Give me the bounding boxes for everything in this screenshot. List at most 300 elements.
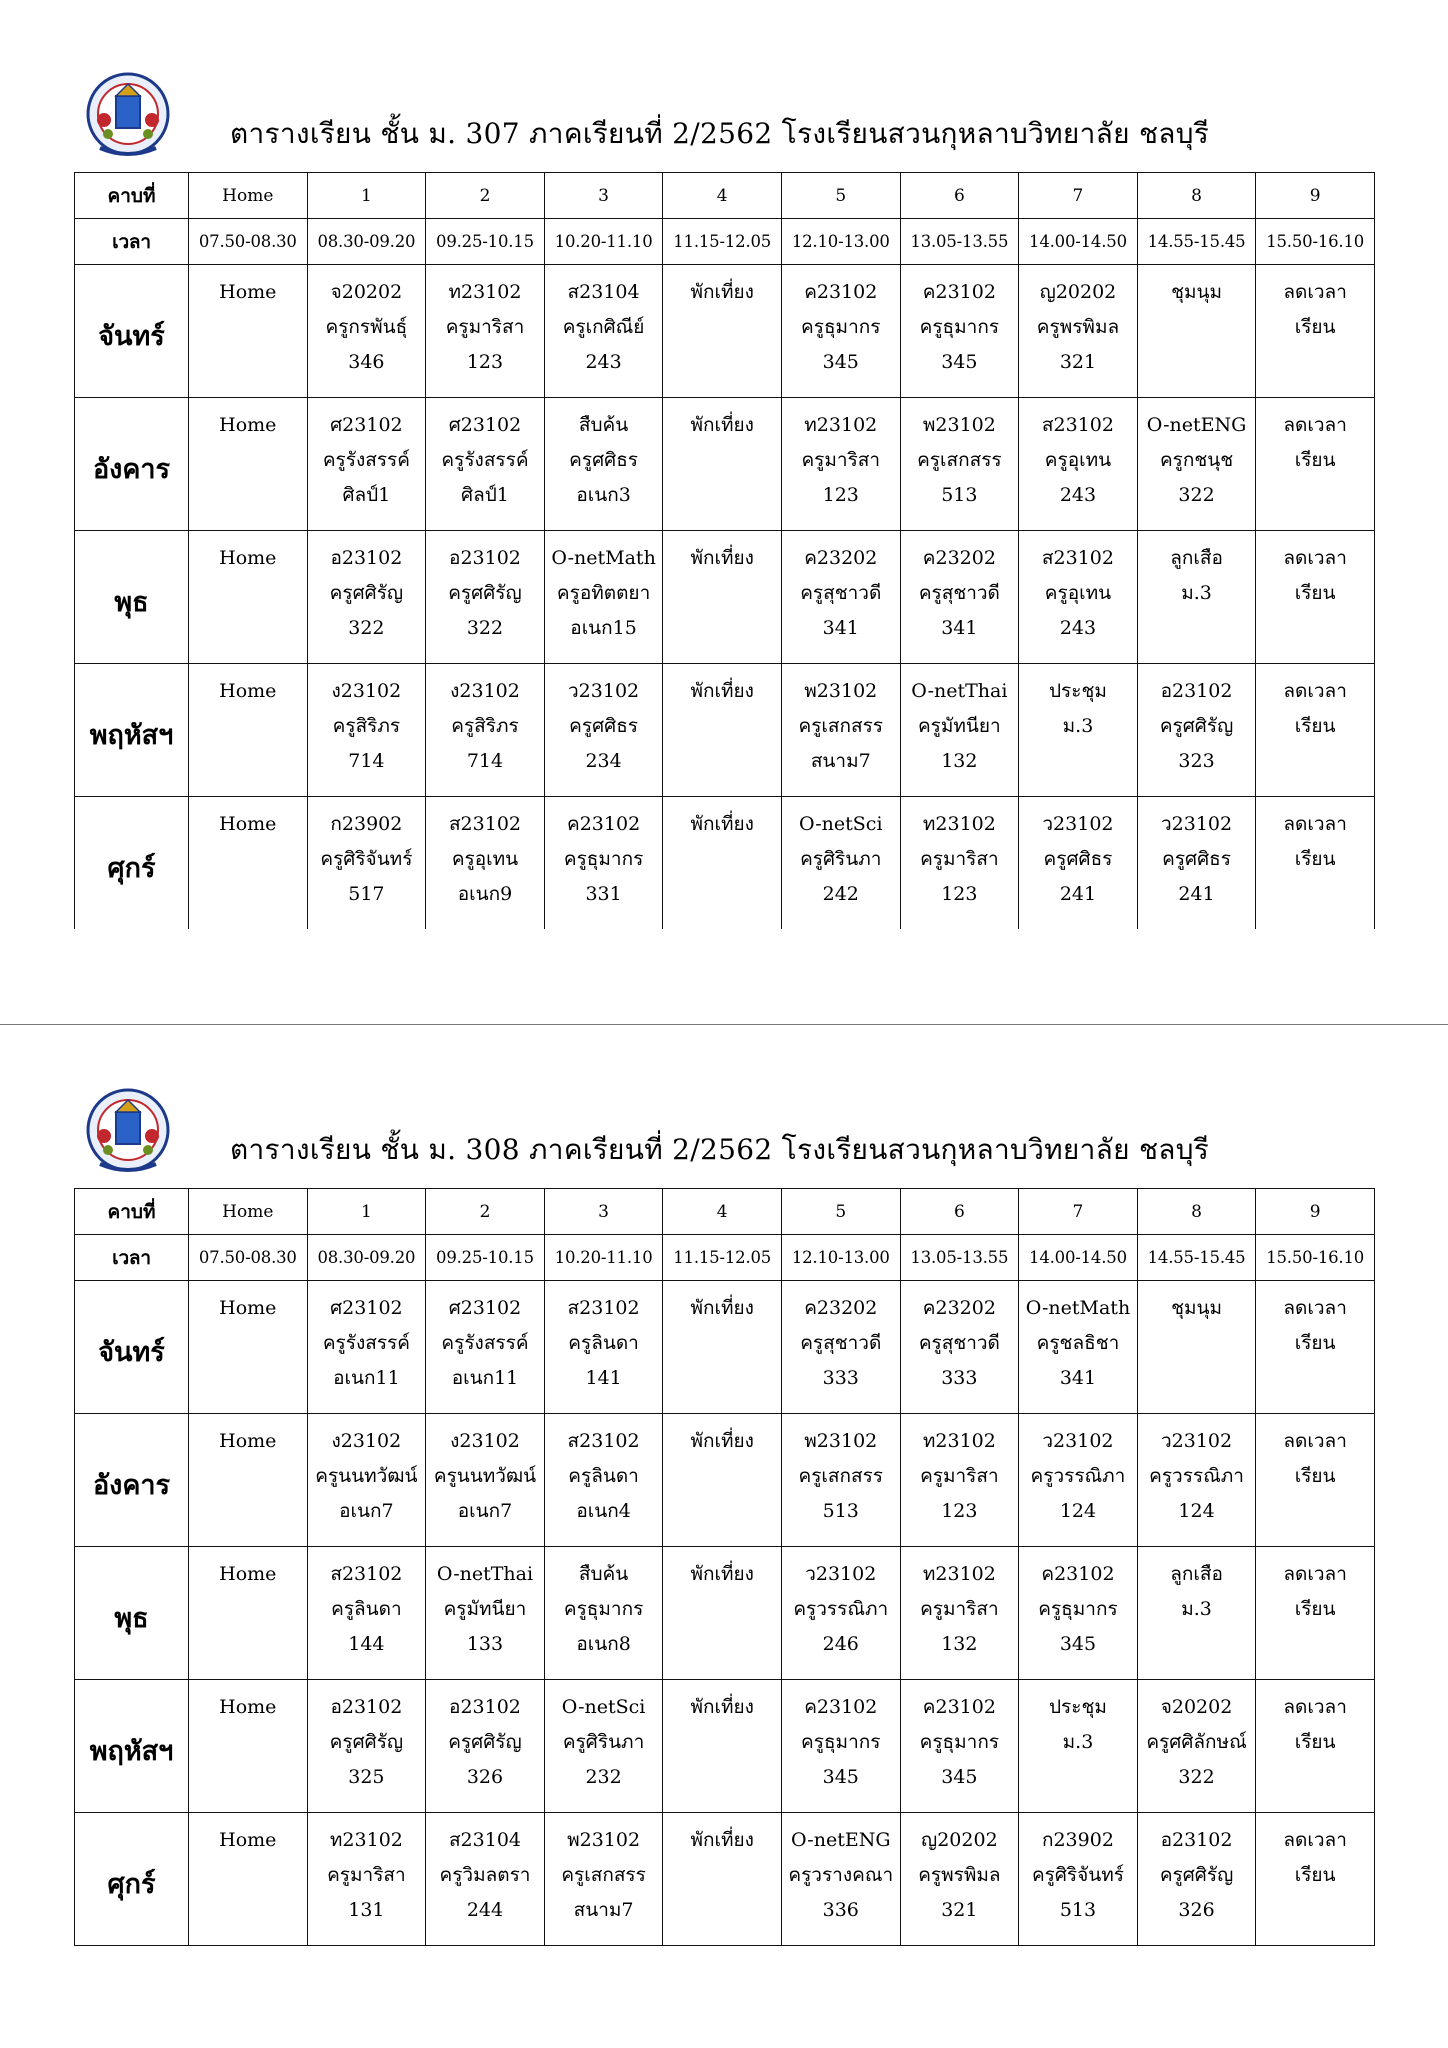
class-cell [544, 1813, 663, 1946]
cell-line: ลูกเสือ [1170, 547, 1223, 569]
cell-line: ส23102 [567, 1297, 640, 1319]
cell-line: 244 [466, 1899, 504, 1921]
cell-line: 123 [822, 484, 859, 506]
cell-line: 321 [941, 1899, 978, 1921]
cell-line: ค23102 [567, 813, 641, 835]
cell-line: เรียน [1294, 848, 1336, 870]
cell-line: 242 [822, 883, 859, 905]
class-cell [1137, 265, 1256, 398]
class-cell [544, 1547, 663, 1680]
time-slot: 12.10-13.00 [781, 1235, 900, 1281]
cell-line: 513 [941, 484, 978, 506]
schedule-308 [74, 1078, 1374, 1921]
class-cell [544, 531, 663, 664]
class-cell [307, 1813, 426, 1946]
class-cell [663, 1547, 782, 1680]
class-cell [544, 1414, 663, 1547]
cell-line: ครูกชนุช [1159, 449, 1234, 471]
cell-line: 243 [1059, 484, 1097, 506]
cell-line: ค23202 [804, 547, 878, 569]
period-number: 7 [1019, 173, 1138, 219]
cell-line: Home [219, 813, 277, 835]
time-slot: 10.20-11.10 [544, 1235, 663, 1281]
cell-line: O-netSci [798, 813, 883, 835]
cell-line: O-netSci [561, 1696, 646, 1718]
cell-line: 123 [941, 1500, 978, 1522]
cell-line: ครูศศิรัญ [448, 582, 522, 604]
class-cell [307, 265, 426, 398]
day-name: อังคาร [75, 398, 189, 531]
cell-line: ลูกเสือ [1170, 1563, 1223, 1585]
class-cell [189, 664, 308, 797]
cell-line: 141 [585, 1367, 622, 1389]
cell-line: ศ23102 [330, 414, 403, 436]
cell-line: ชุมนุม [1171, 1297, 1223, 1319]
class-cell [1256, 531, 1375, 664]
cell-line: เรียน [1294, 1598, 1336, 1620]
class-cell [1019, 398, 1138, 531]
cell-line: ง23102 [450, 1430, 520, 1452]
class-cell [307, 1414, 426, 1547]
class-cell [1256, 664, 1375, 797]
class-cell [544, 265, 663, 398]
class-cell [1256, 398, 1375, 531]
class-cell [1137, 531, 1256, 664]
class-cell [426, 797, 545, 930]
class-cell [1256, 1414, 1375, 1547]
class-cell [1019, 797, 1138, 930]
cell-line: 345 [1059, 1633, 1097, 1655]
period-number: 5 [781, 1189, 900, 1235]
cell-line: ส23102 [567, 1430, 640, 1452]
cell-line: ครูวรรณิภา [1149, 1465, 1244, 1487]
cell-line: 132 [941, 750, 978, 772]
class-cell [189, 265, 308, 398]
class-cell [781, 1414, 900, 1547]
cell-line: ท23102 [448, 281, 522, 303]
cell-line: 243 [585, 351, 622, 373]
cell-line: อเนก15 [570, 617, 637, 639]
cell-line: ลดเวลา [1283, 414, 1347, 436]
day-row [75, 531, 1375, 664]
cell-line: ครูสิริภร [332, 715, 401, 737]
cell-line: 323 [1178, 750, 1215, 772]
time-slot: 13.05-13.55 [900, 219, 1019, 265]
class-cell [900, 1281, 1019, 1414]
cell-line: ชุมนุม [1171, 281, 1223, 303]
cell-line: ครูธุมากร [563, 1598, 644, 1620]
cell-line: ม.3 [1181, 1598, 1212, 1620]
cell-line: เรียน [1294, 1864, 1336, 1886]
day-row [75, 1281, 1375, 1414]
day-row [75, 1813, 1375, 1946]
class-cell [1137, 1813, 1256, 1946]
cell-line: 232 [585, 1766, 622, 1788]
cell-line: ครูรังสรรค์ [441, 449, 529, 471]
cell-line: ลดเวลา [1283, 1297, 1347, 1319]
period-number: 2 [426, 1189, 545, 1235]
cell-line: 346 [348, 351, 385, 373]
cell-line: ลดเวลา [1283, 1829, 1347, 1851]
class-cell [663, 1281, 782, 1414]
schedule-header [74, 62, 1374, 174]
cell-line: Home [219, 414, 277, 436]
class-cell [189, 1813, 308, 1946]
period-number: 3 [544, 173, 663, 219]
cell-line: 345 [941, 1766, 978, 1788]
cell-line: 345 [822, 1766, 859, 1788]
class-cell [426, 1813, 545, 1946]
cell-line: พักเที่ยง [690, 813, 754, 835]
class-cell [663, 664, 782, 797]
schedule-header [74, 1078, 1374, 1190]
cell-line: 513 [822, 1500, 859, 1522]
cell-line: อ23102 [449, 1696, 521, 1718]
cell-line: พักเที่ยง [690, 1696, 754, 1718]
cell-line: อเนก9 [457, 883, 513, 905]
cell-line: ก23902 [1041, 1829, 1114, 1851]
period-number: 4 [663, 173, 782, 219]
class-cell [189, 1547, 308, 1680]
time-slot: 12.10-13.00 [781, 219, 900, 265]
cell-line: ครูรังสรรค์ [441, 1332, 529, 1354]
class-cell [663, 1680, 782, 1813]
day-row [75, 1680, 1375, 1813]
cell-line: 322 [1178, 1766, 1215, 1788]
class-cell [307, 797, 426, 930]
period-number: 4 [663, 1189, 782, 1235]
cell-line: ครูกรพันธุ์ [325, 316, 408, 338]
period-number: Home [189, 173, 308, 219]
class-cell [426, 1281, 545, 1414]
cell-line: ครูพรพิมล [918, 1864, 1001, 1886]
cell-line: ลดเวลา [1283, 281, 1347, 303]
cell-line: ศิลป์1 [342, 484, 391, 506]
cell-line: ครูวรรณิภา [1030, 1465, 1126, 1487]
period-number: 7 [1019, 1189, 1138, 1235]
class-cell [544, 1680, 663, 1813]
cell-line: ครูธุมากร [1038, 1598, 1118, 1620]
cell-line: พ23102 [804, 1430, 878, 1452]
cell-line: ครูสุชาวดี [800, 582, 882, 604]
cell-line: สนาม7 [810, 750, 871, 772]
cell-line: ส23102 [1041, 547, 1114, 569]
cell-line: ค23102 [1041, 1563, 1115, 1585]
class-cell [1137, 797, 1256, 930]
period-number: 9 [1256, 1189, 1375, 1235]
cell-line: เรียน [1294, 449, 1336, 471]
class-cell [1256, 1281, 1375, 1414]
cell-line: ท23102 [922, 813, 996, 835]
cell-line: ครูวรางคณา [788, 1864, 894, 1886]
cell-line: พักเที่ยง [690, 1297, 754, 1319]
cell-line: พักเที่ยง [690, 281, 754, 303]
cell-line: ว23102 [1160, 813, 1233, 835]
class-cell [544, 398, 663, 531]
class-cell [781, 265, 900, 398]
cell-line: พ23102 [804, 680, 878, 702]
cell-line: ศ23102 [448, 414, 522, 436]
cell-line: ครูพรพิมล [1036, 316, 1120, 338]
cell-line: เรียน [1294, 316, 1336, 338]
class-cell [900, 1414, 1019, 1547]
cell-line: ครูสุชาวดี [918, 1332, 1000, 1354]
cell-line: ค23102 [922, 281, 996, 303]
time-label: เวลา [75, 1235, 189, 1281]
cell-line: ท23102 [922, 1563, 996, 1585]
cell-line: 341 [822, 617, 859, 639]
cell-line: 345 [822, 351, 859, 373]
cell-line: พักเที่ยง [690, 1563, 754, 1585]
cell-line: ส23104 [448, 1829, 521, 1851]
cell-line: Home [219, 1297, 277, 1319]
cell-line: ครูอุเทน [1044, 449, 1112, 471]
class-cell [189, 1414, 308, 1547]
cell-line: อเนก7 [457, 1500, 513, 1522]
class-cell [781, 531, 900, 664]
cell-line: จ20202 [330, 281, 403, 303]
time-slot: 10.20-11.10 [544, 219, 663, 265]
cell-line: 326 [1178, 1899, 1215, 1921]
cell-line: ครูศิรินภา [800, 848, 882, 870]
cell-line: Home [219, 281, 277, 303]
cell-line: 333 [941, 1367, 978, 1389]
cell-line: อ23102 [449, 547, 521, 569]
cell-line: สนาม7 [573, 1899, 634, 1921]
cell-line: พักเที่ยง [690, 414, 754, 436]
class-cell [426, 1680, 545, 1813]
class-cell [781, 398, 900, 531]
cell-line: สืบค้น [578, 414, 629, 436]
class-cell [663, 1813, 782, 1946]
time-slot: 07.50-08.30 [189, 219, 308, 265]
time-label: เวลา [75, 219, 189, 265]
cell-line: ครูมัทนียา [917, 715, 1001, 737]
day-name: ศุกร์ [75, 1813, 189, 1946]
cell-line: 123 [466, 351, 504, 373]
class-cell [781, 797, 900, 930]
cell-line: 322 [348, 617, 385, 639]
cell-line: ม.3 [1062, 1731, 1094, 1753]
time-slot: 14.00-14.50 [1019, 1235, 1138, 1281]
cell-line: ครูสุชาวดี [918, 582, 1000, 604]
cell-line: ครูสิริภร [451, 715, 519, 737]
class-cell [544, 664, 663, 797]
cell-line: ศ23102 [330, 1297, 403, 1319]
cell-line: อ23102 [330, 1696, 403, 1718]
class-cell [426, 1547, 545, 1680]
cell-line: 133 [466, 1633, 504, 1655]
cell-line: อเนก4 [576, 1500, 631, 1522]
period-number: 1 [307, 173, 426, 219]
cell-line: ค23102 [804, 1696, 878, 1718]
class-cell [1019, 1414, 1138, 1547]
cell-line: อ23102 [1160, 1829, 1233, 1851]
class-cell [544, 797, 663, 930]
cell-line: อเนก3 [576, 484, 631, 506]
cell-line: ครูศศิธร [1162, 848, 1231, 870]
cell-line: ครูเสกสรร [561, 1864, 646, 1886]
class-cell [426, 265, 545, 398]
cell-line: ครูมัทนียา [443, 1598, 527, 1620]
period-number: Home [189, 1189, 308, 1235]
cell-line: ก23902 [330, 813, 403, 835]
day-name: อังคาร [75, 1414, 189, 1547]
schedule-title: ตารางเรียน ชั้น ม. 307 ภาคเรียนที่ 2/2562 โรงเรียนสวนกุหลาบวิทยาลัย ชลบุรี [230, 117, 1210, 150]
cell-line: Home [219, 547, 277, 569]
class-cell [1137, 398, 1256, 531]
cell-line: 123 [941, 883, 978, 905]
cell-line: Home [219, 1696, 277, 1718]
cell-line: อเนก11 [451, 1367, 519, 1389]
class-cell [189, 797, 308, 930]
cell-line: 321 [1059, 351, 1097, 373]
cell-line: ครูมาริสา [445, 316, 525, 338]
cell-line: ครูศศิลักษณ์ [1146, 1731, 1247, 1753]
cell-line: ครูอทิตตยา [556, 582, 651, 604]
class-cell [781, 1680, 900, 1813]
day-row [75, 398, 1375, 531]
class-cell [663, 797, 782, 930]
class-cell [1019, 265, 1138, 398]
cell-line: ครูเสกสรร [798, 715, 884, 737]
cell-line: 326 [466, 1766, 504, 1788]
cell-line: ลดเวลา [1283, 547, 1347, 569]
class-cell [1019, 1813, 1138, 1946]
class-cell [1137, 1414, 1256, 1547]
day-name: พุธ [75, 1547, 189, 1680]
cell-line: ว23102 [1160, 1430, 1233, 1452]
cell-line: 325 [348, 1766, 385, 1788]
period-number: 2 [426, 173, 545, 219]
cell-line: ครูมาริสา [920, 1598, 999, 1620]
cell-line: 243 [1059, 617, 1097, 639]
class-cell [1019, 1281, 1138, 1414]
school-logo-icon [78, 1078, 178, 1178]
cell-line: ครูวิมลตรา [439, 1864, 531, 1886]
class-cell [307, 664, 426, 797]
time-row [75, 219, 1375, 265]
cell-line: 714 [466, 750, 504, 772]
time-slot: 13.05-13.55 [900, 1235, 1019, 1281]
class-cell [663, 1414, 782, 1547]
cell-line: อ23102 [1160, 680, 1233, 702]
cell-line: ครูมาริสา [920, 848, 999, 870]
period-number: 9 [1256, 173, 1375, 219]
cell-line: 132 [941, 1633, 978, 1655]
period-number: 6 [900, 1189, 1019, 1235]
cell-line: ครูศศิรัญ [329, 582, 404, 604]
period-number: 1 [307, 1189, 426, 1235]
time-slot: 11.15-12.05 [663, 219, 782, 265]
cell-line: พักเที่ยง [690, 680, 754, 702]
cell-line: ม.3 [1181, 582, 1212, 604]
class-cell [307, 398, 426, 531]
cell-line: เรียน [1294, 1731, 1336, 1753]
cell-line: 124 [1059, 1500, 1097, 1522]
class-cell [426, 664, 545, 797]
class-cell [663, 265, 782, 398]
cell-line: ครูลินดา [568, 1332, 639, 1354]
class-cell [307, 1680, 426, 1813]
cell-line: O-netENG [1146, 414, 1247, 436]
cell-line: 513 [1059, 1899, 1097, 1921]
class-cell [1137, 1680, 1256, 1813]
cell-line: 241 [1059, 883, 1097, 905]
cell-line: พักเที่ยง [690, 547, 754, 569]
cell-line: ลดเวลา [1283, 680, 1347, 702]
cell-line: ครูธุมากร [801, 1731, 881, 1753]
cell-line: ครูศศิรัญ [1159, 715, 1234, 737]
class-cell [426, 398, 545, 531]
period-number: 8 [1137, 1189, 1256, 1235]
class-cell [1256, 1813, 1375, 1946]
time-slot: 08.30-09.20 [307, 1235, 426, 1281]
cell-line: ศ23102 [448, 1297, 522, 1319]
cell-line: เรียน [1294, 1465, 1336, 1487]
class-cell [544, 1281, 663, 1414]
time-row [75, 1235, 1375, 1281]
cell-line: ง23102 [331, 1430, 402, 1452]
cell-line: ครูศศิรัญ [329, 1731, 404, 1753]
cell-line: อเนก8 [576, 1633, 631, 1655]
class-cell [1019, 1680, 1138, 1813]
class-cell [1019, 1547, 1138, 1680]
cell-line: ครูธุมากร [563, 848, 644, 870]
cell-line: อเนก11 [333, 1367, 400, 1389]
cell-line: ลดเวลา [1283, 1563, 1347, 1585]
class-cell [1256, 1547, 1375, 1680]
page-divider [0, 1024, 1448, 1025]
class-cell [307, 1281, 426, 1414]
time-slot: 09.25-10.15 [426, 219, 545, 265]
day-name: จันทร์ [75, 265, 189, 398]
class-cell [781, 1547, 900, 1680]
cell-line: ครูลินดา [331, 1598, 402, 1620]
class-cell [189, 1680, 308, 1813]
cell-line: ครูอุเทน [1044, 582, 1112, 604]
cell-line: อเนก7 [339, 1500, 394, 1522]
cell-line: ลดเวลา [1283, 1696, 1347, 1718]
period-label: คาบที่ [75, 173, 189, 219]
cell-line: ครูศิริจันทร์ [1031, 1864, 1124, 1886]
cell-line: ประชุม [1049, 1696, 1107, 1718]
cell-line: ครูมาริสา [327, 1864, 406, 1886]
cell-line: ค23202 [804, 1297, 878, 1319]
cell-line: 241 [1178, 883, 1215, 905]
cell-line: ครูศศิธร [1043, 848, 1113, 870]
class-cell [189, 398, 308, 531]
cell-line: เรียน [1294, 582, 1336, 604]
cell-line: ครูมาริสา [920, 1465, 999, 1487]
cell-line: ว23102 [1042, 813, 1114, 835]
cell-line: ครูศิริจันทร์ [320, 848, 413, 870]
cell-line: ค23202 [922, 547, 996, 569]
period-row [75, 173, 1375, 219]
class-cell [1256, 797, 1375, 930]
cell-line: ครูศศิรัญ [448, 1731, 522, 1753]
cell-line: ครูมาริสา [801, 449, 881, 471]
day-row [75, 1547, 1375, 1680]
day-row [75, 1414, 1375, 1547]
class-cell [781, 1281, 900, 1414]
cell-line: ครูศศิธร [569, 715, 638, 737]
cell-line: O-netMath [551, 547, 656, 569]
cell-line: ครูศศิรัญ [1159, 1864, 1234, 1886]
cell-line: ประชุม [1049, 680, 1107, 702]
cell-line: O-netThai [436, 1563, 534, 1585]
cell-line: ครูศศิธร [569, 449, 638, 471]
